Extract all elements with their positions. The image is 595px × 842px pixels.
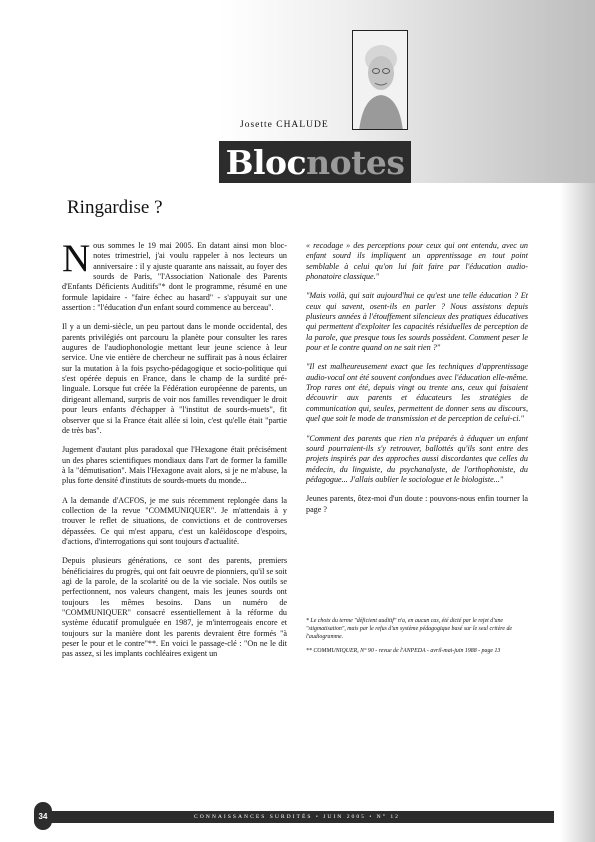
author-name: Josette CHALUDE — [240, 120, 329, 130]
article-title: Ringardise ? — [67, 197, 163, 218]
paragraph: A la demande d'ACFOS, je me suis récemment replongée dans la collection de la revue "COMMUNIQUER". Je m'attendais à y trouver le reflet de situations, de convictions et de controverses dépassées. Ce qui m'est apparu, c'est un kaléidoscope d'espoirs, d'actions, d'interrogations qui sont toujours d'actualité. — [62, 495, 287, 546]
masthead-bloc: Bloc — [225, 142, 307, 182]
paragraph: Depuis plusieurs générations, ce sont des parents, premiers bénéficiaires du progrès, qui ont fait oeuvre de pionniers, qu'il se soit agi de la parole, de la scolarité ou de la vie sociale. Nos outils se perfectionnent, nos valeurs changent, mais les jeunes sourds ont toujours les mêmes besoins. Dans un numéro de "COMMUNIQUER" consacré essentiellement à la réforme du système éducatif promulguée en 1987, je m'interrogeais encore et toujours sur la manière dont les parents devraient être formés "à peser le pour et le contre"**. En voici le passage-clé : "On ne le dit pas assez, si les implants cochléaires exigent un — [62, 556, 287, 659]
footnote: ** COMMUNIQUER, N° 90 - revue de l'ANPEDA - avril-mai-juin 1988 - page 13 — [306, 647, 501, 654]
right-margin-strip — [560, 183, 595, 842]
footnote: * Le choix du terme "déficient auditif" n'a, en aucun cas, été dicté par le rejet d'une "stigmatisation", mais par le refus d'un système pédagogique basé sur le seul critère de l'audiogramme. — [306, 618, 513, 641]
closing-paragraph: Jeunes parents, ôtez-moi d'un doute : pouvons-nous enfin tourner la page ? — [306, 494, 528, 514]
paragraph: Nous sommes le 19 mai 2005. En datant ainsi mon bloc-notes trimestriel, j'ai voulu rappeler à nos lecteurs un anniversaire : il y ajuste quarante ans naissait, au foyer des sourds de Paris, "l'Association Nationale des Parents d'Enfants Déficients Auditifs"* dont le programme, résumé en une formule lapidaire - "faire échec au hasard" - s'appuyait sur une assertion : "l'éducation d'un enfant sourd commence au berceau". — [62, 237, 287, 313]
paragraph: "Mais voilà, qui sait aujourd'hui ce qu'est une telle éducation ? Et ceux qui savent, osent-ils en parler ? Nous assistons depuis plusieurs années à l'étouffement silencieux des pratiques éducatives qui permettent d'exploiter les capacités résiduelles de perception de la parole, que presque tous les sourds possèdent. Comment peser le pour et le contre quand on ne sait rien ?" — [306, 291, 528, 353]
page-number: 34 — [34, 802, 52, 830]
masthead-notes: notes — [306, 142, 405, 182]
left-column — [62, 237, 287, 669]
footnotes — [306, 617, 528, 660]
author-photo — [352, 30, 408, 130]
paragraph: « recodage » des perceptions pour ceux qui ont entendu, avec un enfant sourd ils impliquent un apprentissage en tout point semblable à celui qu'on lui fait faire par l'éducation audio-phonatoire classique." — [306, 241, 528, 282]
paragraph: "Comment des parents que rien n'a préparés à éduquer un enfant sourd pourraient-ils s'y retrouver, ballottés qu'ils sont entre des projets inspirés par des approches aussi discordantes que celles du médecin, du linguiste, du psychanalyste, de l'orthophoniste, du pédagogue... J'allais oublier le sociologue et le biologiste..." — [306, 433, 528, 484]
paragraph: Il y a un demi-siècle, un peu partout dans le monde occidental, des parents privilégiés ont parcouru la planète pour consulter les rares augures de l'audiophonologie mettant leur jeune science à leur service. Une vie entière de chercheur ne suffirait pas à nous éclairer sur la mutation à la fois psycho-pédagogique et socio-politique qui s'est opérée depuis en France, dans le champ de la surdité pré-linguale. Lorsque fut créée la Fédération européenne de parents, un dirigeant allemand, surpris de voir nos familles revendiquer le droit pour leurs enfants d'échapper à "l'institut de sourds-muets", fit observer que si la France était allée si loin, c'est qu'elle était "partie de très bas". — [62, 322, 287, 435]
paragraph: Jugement d'autant plus paradoxal que l'Hexagone était précisément un des phares scientifiques mondiaux dans l'art de former la famille à la "démutisation". Mais l'Hexagone avait alors, si je ne m'abuse, la plus forte densité d'instituts de sourds-muets du monde... — [62, 445, 287, 486]
blocnotes-masthead — [219, 141, 411, 183]
paragraph: "Il est malheureusement exact que les techniques d'apprentissage audio-vocal ont été souvent confondues avec l'éducation elle-même. Trop rares ont été, depuis vingt ou trente ans, ceux qui faisaient découvrir aux parents et éducateurs les stratégies de communication qui, seules, permettent de donner sens au discours, quel que soit le mode de transmission et de perception de celui-ci." — [306, 362, 528, 424]
footer-text: CONNAISSANCES SURDITÉS • JUIN 2005 • N° 12 — [194, 814, 400, 820]
right-column — [306, 241, 528, 524]
drop-cap: N — [62, 237, 91, 280]
